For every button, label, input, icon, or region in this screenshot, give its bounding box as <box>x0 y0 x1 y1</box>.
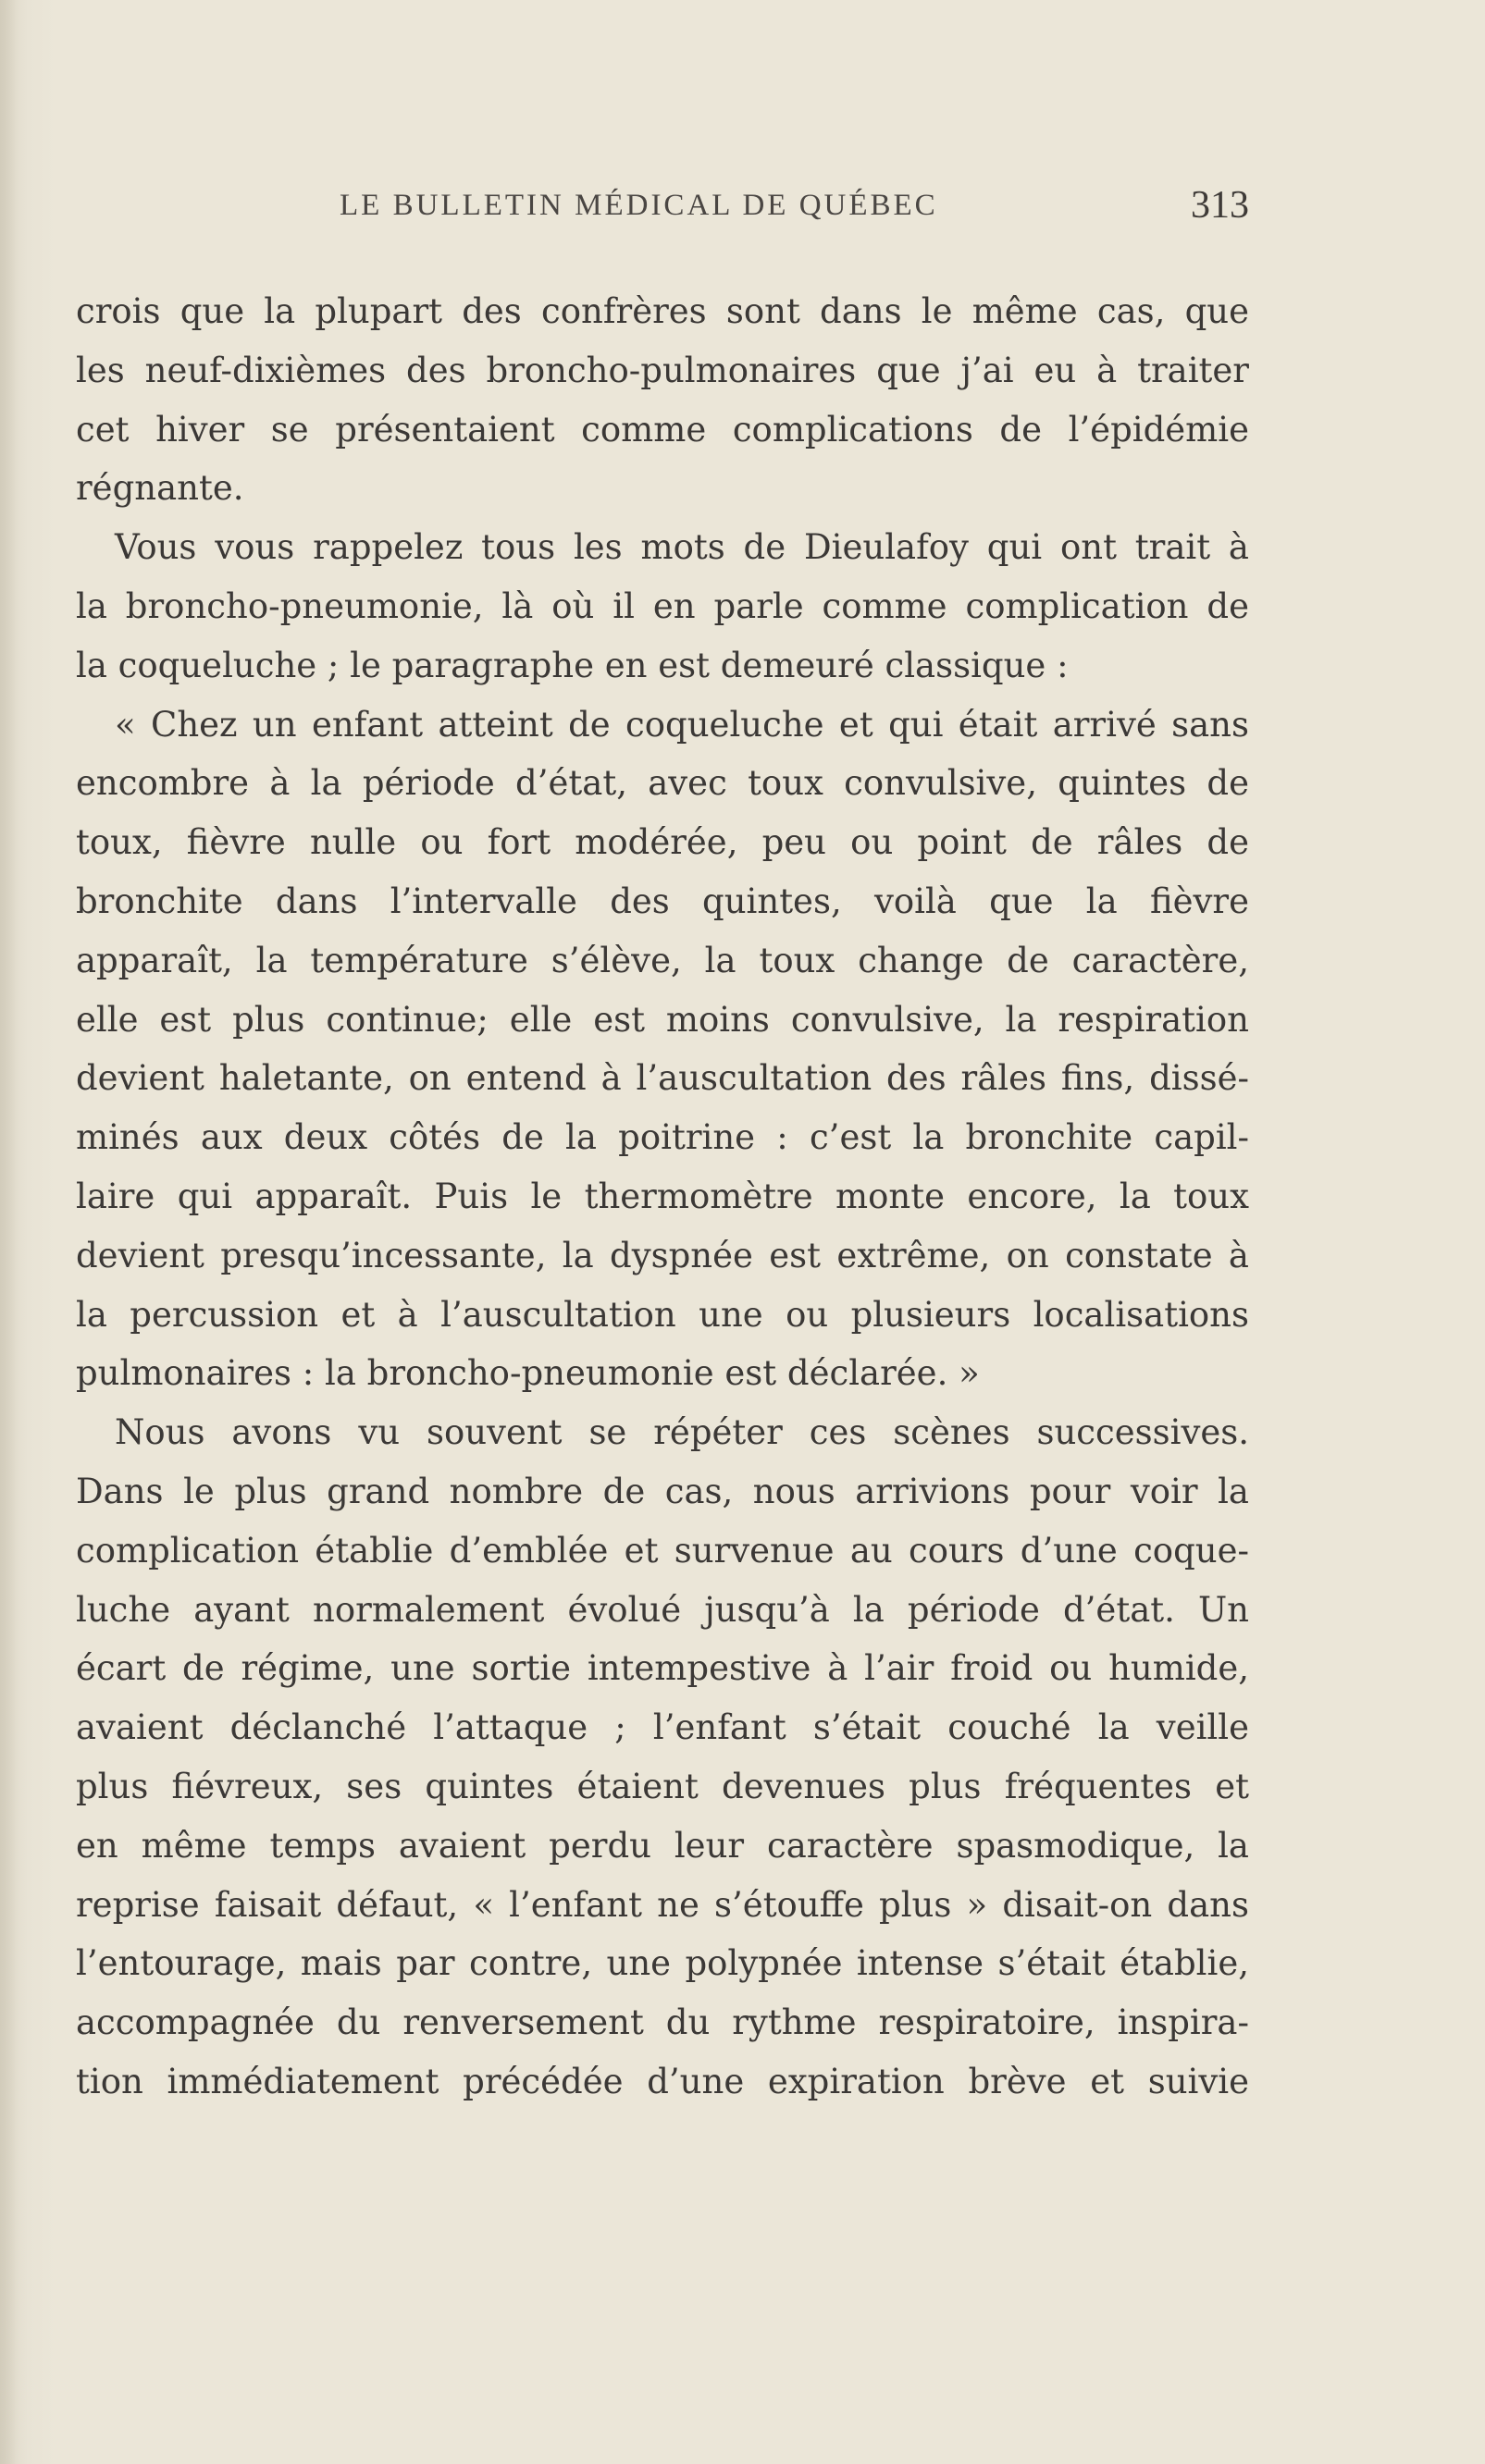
page-gutter-shadow <box>0 0 17 2464</box>
text-line: cet hiver se présentaient comme complications de l’épidémie <box>76 409 1249 450</box>
text-line: les neuf-dixièmes des broncho-pulmonaires que j’ai eu à traiter <box>76 350 1249 390</box>
text-line: l’entourage, mais par contre, une polypnée intense s’était établie, <box>76 1943 1249 1984</box>
text-line: écart de régime, une sortie intempestive à l’air froid ou humide, <box>76 1648 1249 1689</box>
text-line: « Chez un enfant atteint de coqueluche et qui était arrivé sans <box>115 704 1249 745</box>
text-line: plus fiévreux, ses quintes étaient devenues plus fréquentes et <box>76 1766 1249 1806</box>
running-header <box>76 183 1249 235</box>
text-line: avaient déclanché l’attaque ; l’enfant s’était couché la veille <box>76 1707 1249 1748</box>
text-line: apparaît, la température s’élève, la toux change de caractère, <box>76 940 1249 980</box>
text-line: la coqueluche ; le paragraphe en est demeuré classique : <box>76 645 1069 685</box>
text-line: en même temps avaient perdu leur caractère spasmodique, la <box>76 1825 1249 1866</box>
text-line: laire qui apparaît. Puis le thermomètre monte encore, la toux <box>76 1176 1249 1216</box>
text-line: Dans le plus grand nombre de cas, nous arrivions pour voir la <box>76 1471 1249 1511</box>
body-text <box>76 282 1249 2112</box>
text-line: luche ayant normalement évolué jusqu’à la période d’état. Un <box>76 1589 1249 1630</box>
text-line: encombre à la période d’état, avec toux convulsive, quintes de <box>76 763 1249 804</box>
text-line: devient haletante, on entend à l’auscultation des râles fins, dissé- <box>76 1058 1249 1099</box>
text-line: minés aux deux côtés de la poitrine : c’est la bronchite capil- <box>76 1117 1249 1158</box>
text-line: toux, fièvre nulle ou fort modérée, peu ou point de râles de <box>76 822 1249 863</box>
text-line: pulmonaires : la broncho-pneumonie est déclarée. » <box>76 1353 980 1394</box>
text-line: Vous vous rappelez tous les mots de Dieulafoy qui ont trait à <box>115 527 1249 568</box>
page-number: 313 <box>1191 184 1249 227</box>
text-line: elle est plus continue; elle est moins convulsive, la respiration <box>76 999 1249 1040</box>
text-line: la broncho-pneumonie, là où il en parle comme complication de <box>76 585 1249 626</box>
text-line: la percussion et à l’auscultation une ou plusieurs localisations <box>76 1294 1249 1335</box>
text-line: devient presqu’incessante, la dyspnée est extrême, on constate à <box>76 1235 1249 1275</box>
text-line: accompagnée du renversement du rythme respiratoire, inspira- <box>76 2002 1249 2043</box>
running-title: LE BULLETIN MÉDICAL DE QUÉBEC <box>340 189 938 222</box>
text-line: tion immédiatement précédée d’une expiration brève et suivie <box>76 2061 1249 2101</box>
text-line: Nous avons vu souvent se répéter ces scènes successives. <box>115 1412 1249 1453</box>
text-line: bronchite dans l’intervalle des quintes, voilà que la fièvre <box>76 881 1249 921</box>
text-line: crois que la plupart des confrères sont dans le même cas, que <box>76 291 1249 331</box>
text-line: régnante. <box>76 468 244 509</box>
text-line: reprise faisait défaut, « l’enfant ne s’étouffe plus » disait-on dans <box>76 1884 1249 1925</box>
text-line: complication établie d’emblée et survenue au cours d’une coque- <box>76 1530 1249 1571</box>
